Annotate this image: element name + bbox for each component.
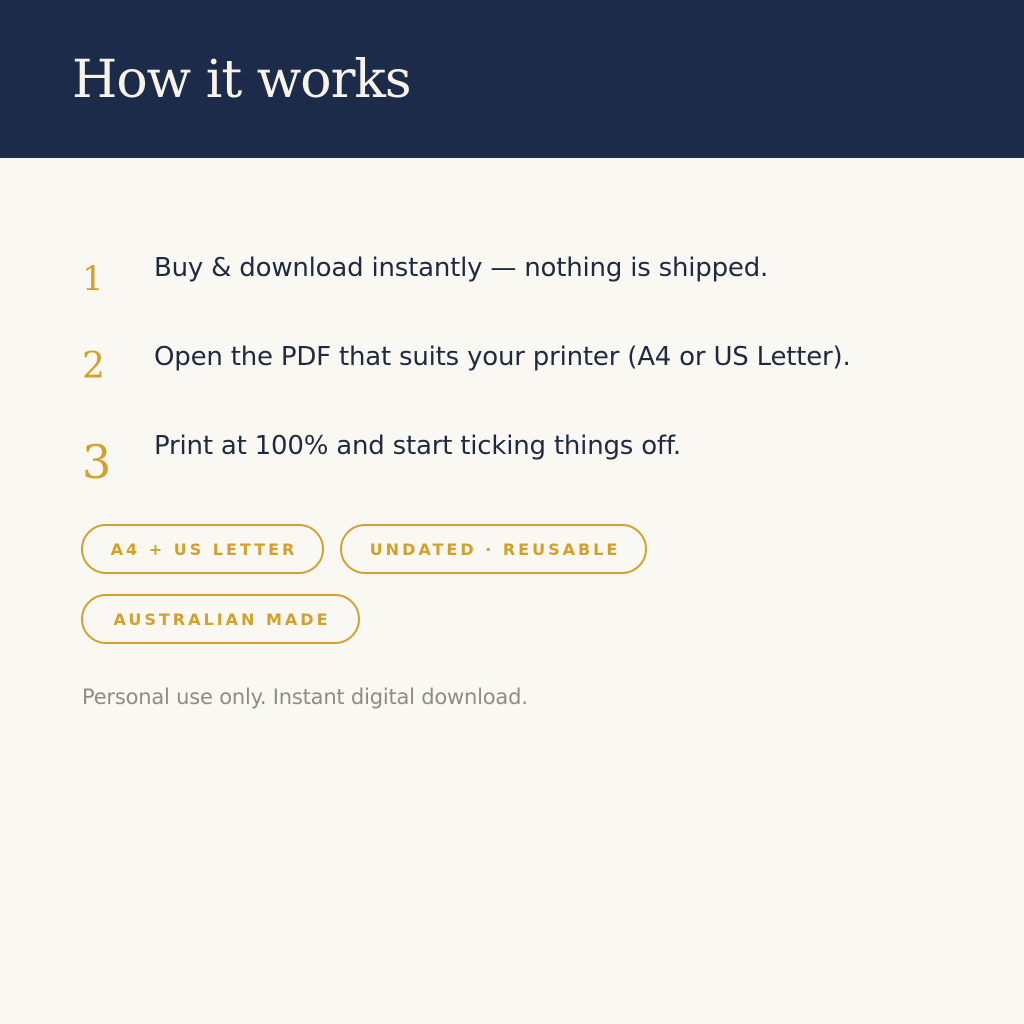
badge-undated-reusable: UNDATED · REUSABLE	[340, 524, 647, 574]
footnote-text: Personal use only. Instant digital download.	[82, 685, 528, 709]
step-text: Open the PDF that suits your printer (A4 or US Letter).	[154, 342, 851, 372]
header-banner	[0, 0, 1024, 158]
step-number: 2	[82, 346, 105, 387]
page-title: How it works	[72, 50, 411, 110]
badge-paper-sizes: A4 + US LETTER	[81, 524, 324, 574]
step-text: Buy & download instantly — nothing is shipped.	[154, 253, 769, 283]
step-number: 1	[82, 259, 104, 299]
badge-australian-made: AUSTRALIAN MADE	[81, 594, 360, 644]
step-number: 3	[82, 435, 112, 489]
step-text: Print at 100% and start ticking things off.	[154, 431, 681, 461]
